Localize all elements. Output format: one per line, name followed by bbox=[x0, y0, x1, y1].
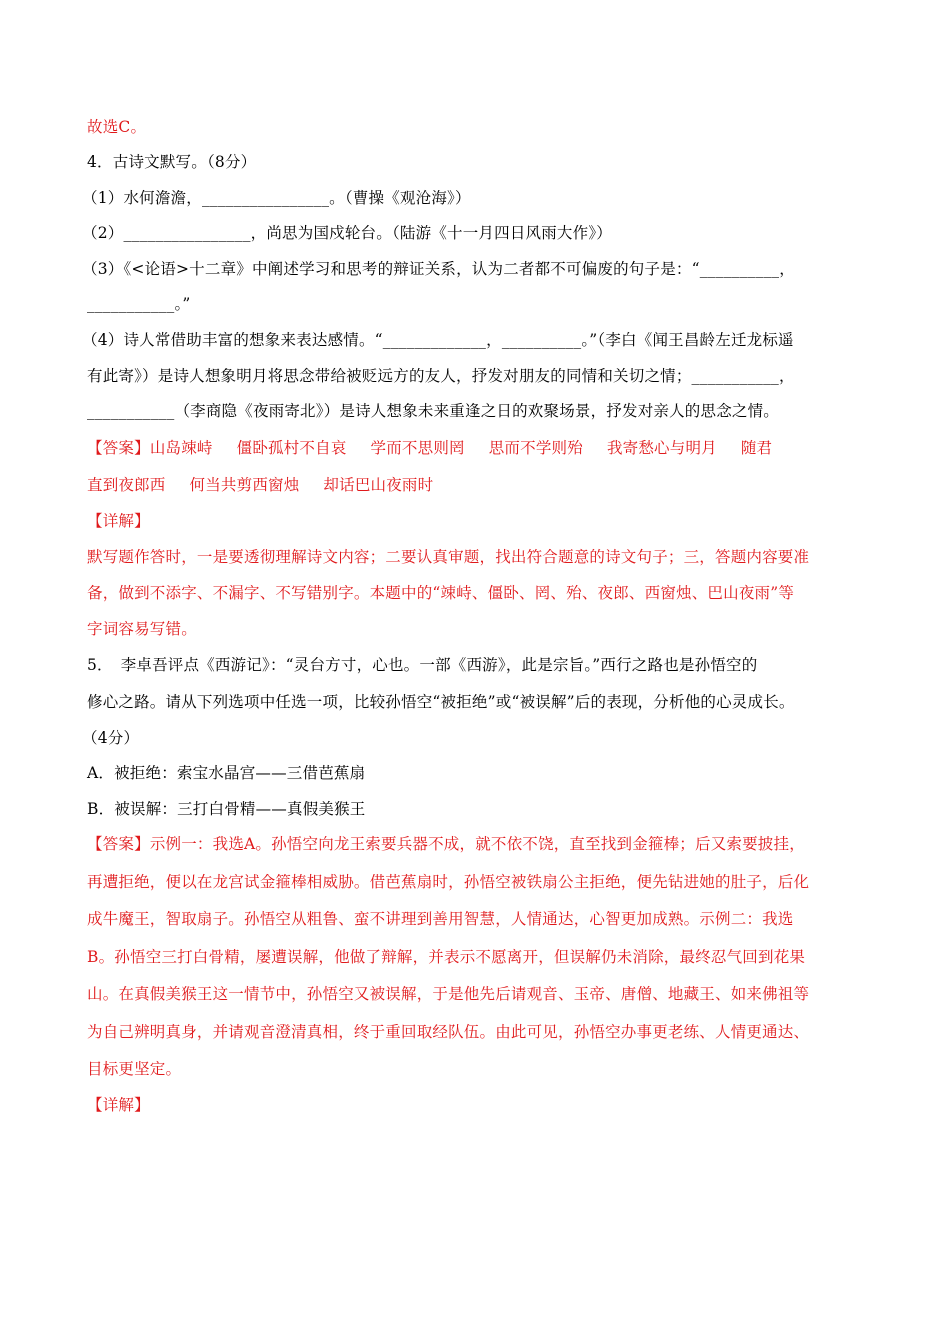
q4-answer-6-part2: 直到夜郎西 bbox=[87, 476, 166, 494]
q4-sub4-line3: ___________（李商隐《夜雨寄北》）是诗人想象未来重逢之日的欢聚场景，抒发对亲人的思念之情。 bbox=[87, 402, 780, 420]
q4-answer-6-part1: 随君 bbox=[740, 439, 773, 457]
q5-option-b: B．被误解：三打白骨精——真假美猴王 bbox=[87, 800, 366, 818]
q5-detail-tag: 【详解】 bbox=[87, 1096, 150, 1114]
q4-sub3-line1: （3）《<论语>十二章》中阐述学习和思考的辩证关系，认为二者都不可偏废的句子是：“__________， bbox=[82, 260, 795, 278]
q5-answer-line7: 目标更坚定。 bbox=[87, 1060, 182, 1078]
q5-answer-line6: 为自己辨明真身，并请观音澄清真相，终于重回取经队伍。由此可见，孙悟空办事更老练、人情更通达、 bbox=[87, 1023, 810, 1041]
q4-detail-tag: 【详解】 bbox=[87, 512, 150, 530]
q4-answer-5: 我寄愁心与明月 bbox=[606, 439, 717, 457]
q5-answer-tag: 【答案】 bbox=[87, 835, 150, 853]
q4-stem: 4．古诗文默写。（8分） bbox=[87, 153, 257, 171]
q4-answer-1: 山岛竦峙 bbox=[149, 439, 213, 457]
q5-stem-line3: （4分） bbox=[82, 729, 140, 747]
q4-answer-3: 学而不思则罔 bbox=[370, 439, 465, 457]
q5-answer-line1 bbox=[87, 833, 805, 855]
q5-option-a: A．被拒绝：索宝水晶宫——三借芭蕉扇 bbox=[87, 764, 366, 782]
q4-answer-line1 bbox=[87, 437, 772, 459]
q5-answer-line4: B。孙悟空三打白骨精，屡遭误解，他做了辩解，并表示不愿离开，但误解仍未消除，最终忍气回到花果 bbox=[87, 948, 806, 966]
q4-detail-line1: 默写题作答时，一是要透彻理解诗文内容；二要认真审题，找出符合题意的诗文句子；三，答题内容要准 bbox=[87, 548, 810, 566]
q5-answer-line5: 山。在真假美猴王这一情节中，孙悟空又被误解，于是他先后请观音、玉帝、唐僧、地藏王、如来佛祖等 bbox=[87, 985, 810, 1003]
q5-stem-line2: 修心之路。请从下列选项中任选一项，比较孙悟空“被拒绝”或“被误解”后的表现，分析他的心灵成长。 bbox=[87, 693, 795, 711]
q4-detail-line3: 字词容易写错。 bbox=[87, 620, 197, 638]
q4-detail-line2: 备，做到不添字、不漏字、不写错别字。本题中的“竦峙、僵卧、罔、殆、夜郎、西窗烛、巴山夜雨”等 bbox=[87, 584, 795, 602]
q4-sub4-line1: （4）诗人常借助丰富的想象来表达感情。“_____________，__________。”（李白《闻王昌龄左迁龙标遥 bbox=[82, 331, 794, 349]
q5-answer-line3: 成牛魔王，智取扇子。孙悟空从粗鲁、蛮不讲理到善用智慧，人情通达，心智更加成熟。示例二：我选 bbox=[87, 910, 794, 928]
q4-sub2: （2）________________，尚思为国戍轮台。（陆游《十一月四日风雨大作》） bbox=[82, 224, 612, 242]
q4-sub3-line2: ___________。” bbox=[87, 295, 191, 313]
q5-answer-line2: 再遭拒绝，便以在龙宫试金箍棒相威胁。借芭蕉扇时，孙悟空被铁扇公主拒绝，便先钻进她的肚子，后化 bbox=[87, 873, 810, 891]
q4-sub4-line2: 有此寄》）是诗人想象明月将思念带给被贬远方的友人，抒发对朋友的同情和关切之情；___________， bbox=[87, 367, 795, 385]
q5-answer-text1: 示例一：我选A。孙悟空向龙王索要兵器不成，就不依不饶，直至找到金箍棒；后又索要披挂， bbox=[149, 835, 805, 853]
q4-answer-7: 何当共剪西窗烛 bbox=[189, 476, 300, 494]
q4-answer-line2 bbox=[87, 474, 433, 496]
q4-answer-2: 僵卧孤村不自哀 bbox=[236, 439, 347, 457]
q4-answer-4: 思而不学则殆 bbox=[488, 439, 583, 457]
q4-answer-8: 却话巴山夜雨时 bbox=[323, 476, 434, 494]
q5-stem-line1: 5． 李卓吾评点《西游记》：“灵台方寸，心也。一部《西游》，此是宗旨。”西行之路也是孙悟空的 bbox=[87, 656, 758, 674]
q4-answer-tag: 【答案】 bbox=[87, 439, 150, 457]
q4-sub1: （1）水何澹澹，________________。（曹操《观沧海》） bbox=[82, 189, 471, 207]
previous-answer-conclusion: 故选C。 bbox=[87, 118, 147, 136]
